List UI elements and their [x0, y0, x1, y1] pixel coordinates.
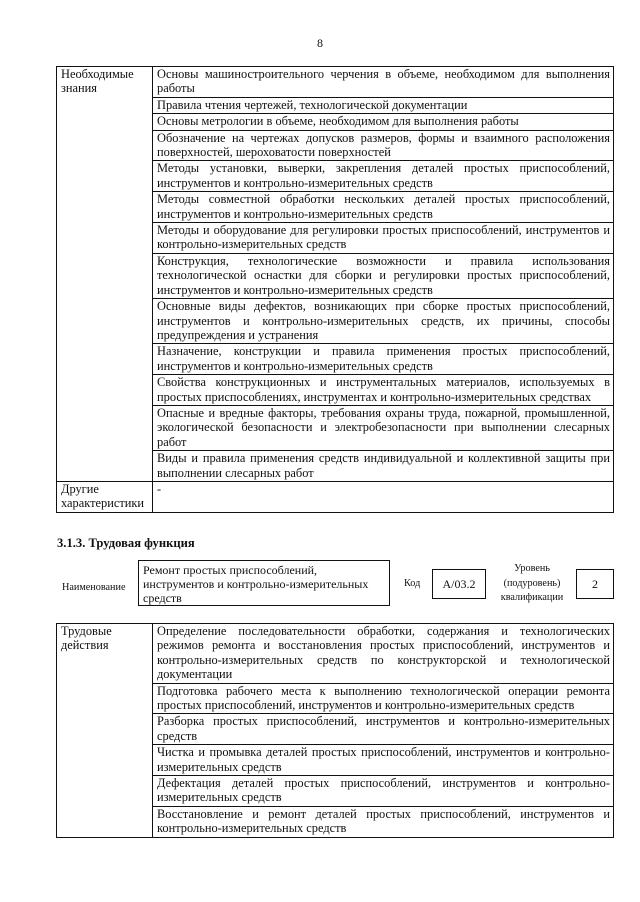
- page-number: 8: [317, 36, 323, 50]
- action-item: Чистка и промывка деталей простых приспособлений, инструментов и контрольно-измерительных средств: [153, 745, 614, 776]
- function-level: 2: [576, 569, 614, 599]
- knowledge-label: Необходимые знания: [57, 67, 153, 482]
- table-row: [57, 624, 614, 684]
- knowledge-item: Основы машиностроительного черчения в объеме, необходимом для выполнения работы: [153, 67, 614, 98]
- knowledge-item: Методы установки, выверки, закрепления деталей простых приспособлений, инструментов и контрольно-измерительных средств: [153, 161, 614, 192]
- knowledge-item: Правила чтения чертежей, технологической документации: [153, 97, 614, 113]
- function-code: А/03.2: [432, 569, 486, 599]
- knowledge-table: [56, 66, 614, 513]
- actions-table: [56, 623, 614, 838]
- knowledge-item: Конструкция, технологические возможности и правила использования технологической оснастки для сборки и регулировки простых приспособлений, инструментов и контрольно-измерительных средств: [153, 253, 614, 298]
- function-name: Ремонт простых приспособлений, инструментов и контрольно-измерительных средств: [138, 560, 390, 606]
- actions-label: Трудовые действия: [57, 624, 153, 838]
- function-header: [56, 560, 616, 610]
- knowledge-item: Методы совместной обработки нескольких деталей простых приспособлений, инструментов и контрольно-измерительных средств: [153, 192, 614, 223]
- action-item: Разборка простых приспособлений, инструментов и контрольно-измерительных средств: [153, 714, 614, 745]
- knowledge-item: Свойства конструкционных и инструментальных материалов, используемых в простых приспособлениях, инструментах и контрольно-измерительных средствах: [153, 375, 614, 406]
- knowledge-item: Методы и оборудование для регулировки простых приспособлений, инструментов и контрольно-измерительных средств: [153, 223, 614, 254]
- other-label: Другие характеристики: [57, 481, 153, 512]
- table-row: [57, 481, 614, 512]
- function-level-label: Уровень (подуровень) квалификации: [500, 563, 564, 603]
- section-title: 3.1.3. Трудовая функция: [57, 536, 195, 550]
- knowledge-item: Основные виды дефектов, возникающих при сборке простых приспособлений, инструментов и контрольно-измерительных средств, их причины, способы предупреждения и устранения: [153, 299, 614, 344]
- knowledge-item: Обозначение на чертежах допусков размеров, формы и взаимного расположения поверхностей, шероховатости поверхностей: [153, 130, 614, 161]
- action-item: Восстановление и ремонт деталей простых приспособлений, инструментов и контрольно-измерительных средств: [153, 806, 614, 837]
- knowledge-item: Опасные и вредные факторы, требования охраны труда, пожарной, промышленной, экологической безопасности и электробезопасности при выполнении слесарных работ: [153, 405, 614, 450]
- other-value: -: [153, 481, 614, 512]
- action-item: Определение последовательности обработки, содержания и технологических режимов ремонта и восстановления простых приспособлений, инструментов и контрольно-измерительных средств по конструкторской и технологической документации: [153, 624, 614, 684]
- function-code-label: Код: [404, 578, 421, 589]
- table-row: [57, 67, 614, 98]
- knowledge-item: Виды и правила применения средств индивидуальной и коллективной защиты при выполнении слесарных работ: [153, 451, 614, 482]
- function-name-label: Наименование: [62, 582, 126, 593]
- action-item: Дефектация деталей простых приспособлений, инструментов и контрольно-измерительных средств: [153, 776, 614, 807]
- action-item: Подготовка рабочего места к выполнению технологической операции ремонта простых приспособлений, инструментов и контрольно-измерительных средств: [153, 683, 614, 714]
- knowledge-item: Основы метрологии в объеме, необходимом для выполнения работы: [153, 114, 614, 130]
- knowledge-item: Назначение, конструкции и правила применения простых приспособлений, инструментов и контрольно-измерительных средств: [153, 344, 614, 375]
